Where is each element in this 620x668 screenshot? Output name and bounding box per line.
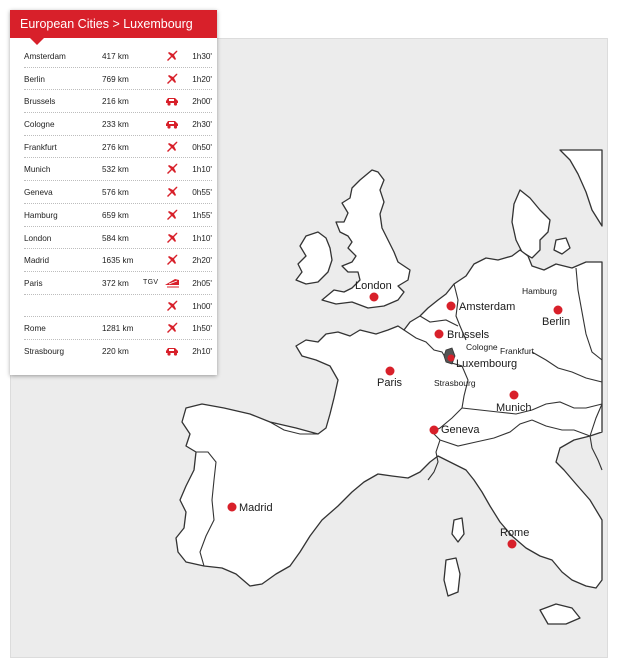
route-distance: 769 km <box>102 74 129 84</box>
svg-text:Strasbourg: Strasbourg <box>434 378 476 388</box>
route-city: Cologne <box>24 120 55 130</box>
route-distance: 1281 km <box>102 324 134 334</box>
plane-icon <box>165 162 179 175</box>
route-time: 2h10' <box>192 346 212 356</box>
route-city: London <box>24 233 52 243</box>
route-city: Berlin <box>24 74 45 84</box>
svg-text:Geneva: Geneva <box>441 424 480 436</box>
route-time: 0h50' <box>192 142 212 152</box>
svg-text:Munich: Munich <box>496 402 532 414</box>
map-city-frankfurt[interactable] <box>500 346 535 356</box>
plane-icon <box>165 208 179 221</box>
route-note: TGV <box>143 278 159 286</box>
route-row[interactable] <box>24 68 212 91</box>
route-time: 1h30' <box>192 52 212 61</box>
svg-text:London: London <box>355 280 392 292</box>
plane-icon <box>165 72 179 85</box>
plane-icon <box>165 49 179 62</box>
route-row[interactable] <box>24 272 212 295</box>
route-distance: 417 km <box>102 52 129 61</box>
route-time: 1h10' <box>192 233 212 243</box>
route-distance: 220 km <box>102 346 129 356</box>
route-time: 2h20' <box>192 256 212 266</box>
svg-text:Amsterdam: Amsterdam <box>459 301 516 313</box>
car-icon <box>165 117 179 130</box>
route-distance: 532 km <box>102 165 129 175</box>
route-time: 1h00' <box>192 301 212 311</box>
plane-icon <box>165 253 179 266</box>
svg-text:Luxembourg: Luxembourg <box>456 358 518 370</box>
route-time: 1h20' <box>192 74 212 84</box>
route-city: Strasbourg <box>24 346 65 356</box>
route-row[interactable] <box>24 204 212 227</box>
route-city: Geneva <box>24 188 53 198</box>
route-row[interactable] <box>24 45 212 68</box>
land-scandinavia <box>560 150 602 226</box>
route-time: 1h50' <box>192 324 212 334</box>
plane-icon <box>165 321 179 334</box>
land-zealand <box>554 238 570 254</box>
plane-icon <box>165 185 179 198</box>
route-city: Rome <box>24 324 46 334</box>
breadcrumb-separator: > <box>112 17 120 31</box>
route-row[interactable] <box>24 158 212 181</box>
route-distance: 372 km <box>102 278 129 288</box>
train-icon <box>165 276 179 289</box>
route-time: 0h55' <box>192 188 212 198</box>
route-row[interactable] <box>24 227 212 250</box>
route-city: Brussels <box>24 97 56 107</box>
distance-panel <box>10 10 217 375</box>
svg-text:Berlin: Berlin <box>542 316 571 328</box>
route-row[interactable] <box>24 340 212 362</box>
route-city: Amsterdam <box>24 52 66 61</box>
route-distance: 659 km <box>102 210 129 220</box>
map-city-hamburg[interactable] <box>522 286 557 296</box>
breadcrumb-parent[interactable]: European Cities <box>20 17 109 31</box>
car-icon <box>165 344 179 357</box>
route-time: 2h30' <box>192 120 212 130</box>
svg-text:Cologne: Cologne <box>466 342 498 352</box>
route-row[interactable] <box>24 113 212 136</box>
car-icon <box>165 94 179 107</box>
route-time: 1h10' <box>192 165 212 175</box>
map-city-cologne[interactable] <box>466 342 498 352</box>
plane-icon <box>165 231 179 244</box>
route-time: 2h00' <box>192 97 212 107</box>
land-sardinia <box>444 558 460 596</box>
route-row[interactable] <box>24 136 212 159</box>
plane-icon <box>165 140 179 153</box>
route-row[interactable] <box>24 317 212 340</box>
route-distance: 584 km <box>102 233 129 243</box>
svg-text:Hamburg: Hamburg <box>522 286 557 296</box>
plane-icon <box>165 299 179 312</box>
route-city: Munich <box>24 165 51 175</box>
border-balkans <box>590 436 602 470</box>
header-notch <box>30 38 44 45</box>
route-list <box>24 45 212 362</box>
route-city: Madrid <box>24 256 50 266</box>
breadcrumb <box>10 10 217 38</box>
svg-text:Brussels: Brussels <box>447 329 490 341</box>
route-city: Frankfurt <box>24 142 57 152</box>
route-distance: 576 km <box>102 188 129 198</box>
route-row[interactable] <box>24 90 212 113</box>
svg-text:Paris: Paris <box>377 377 403 389</box>
route-distance: 276 km <box>102 142 129 152</box>
route-distance: 233 km <box>102 120 129 130</box>
svg-text:Madrid: Madrid <box>239 502 273 514</box>
land-ireland <box>296 232 332 284</box>
route-time: 2h05' <box>192 278 212 288</box>
route-distance: 1635 km <box>102 256 134 266</box>
route-row[interactable] <box>24 181 212 204</box>
svg-text:Frankfurt: Frankfurt <box>500 346 535 356</box>
route-row[interactable] <box>24 295 212 318</box>
route-city: Hamburg <box>24 210 58 220</box>
breadcrumb-current: Luxembourg <box>123 17 193 31</box>
route-city: Paris <box>24 278 43 288</box>
map-city-strasbourg[interactable] <box>434 378 476 388</box>
svg-text:Rome: Rome <box>500 527 530 539</box>
land-sicily <box>540 604 580 624</box>
land-corsica <box>452 518 464 542</box>
land-denmark <box>512 190 550 258</box>
route-time: 1h55' <box>192 210 212 220</box>
route-distance: 216 km <box>102 97 129 107</box>
route-row[interactable] <box>24 249 212 272</box>
